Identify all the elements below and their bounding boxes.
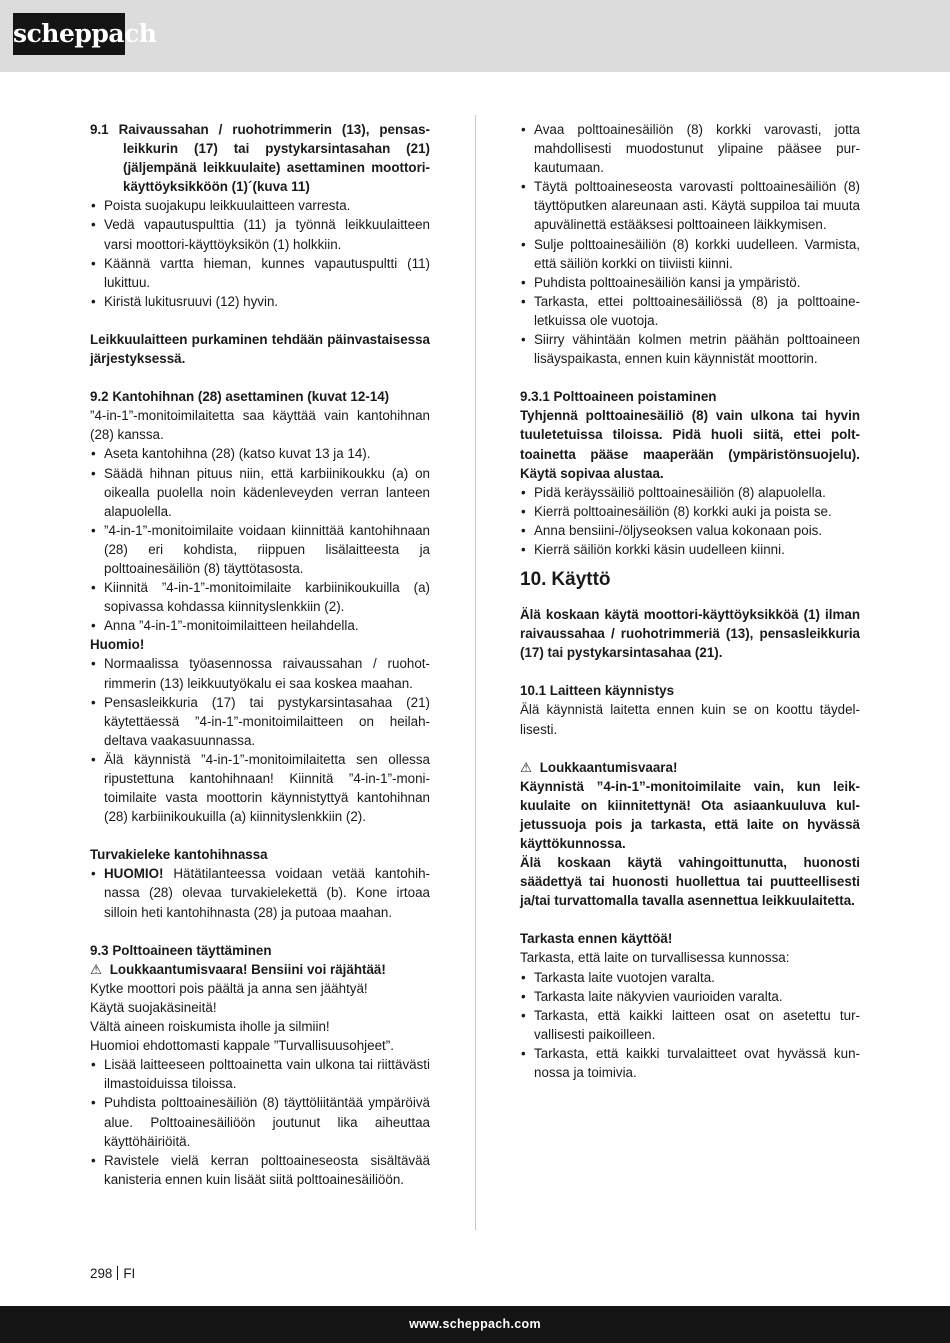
list-item: • Käännä vartta hieman, kunnes vapautuspultti (11) lukittuu. — [90, 254, 430, 292]
warning-triangle-icon: ⚠ — [520, 759, 533, 775]
disassembly-note: Leikkuulaitteen purkaminen tehdään päinvastaisessa järjestyksessä. — [90, 331, 430, 367]
website-link[interactable]: www.scheppach.com — [409, 1317, 541, 1331]
list-item: • Anna bensiini-/öljyseoksen valua kokonaan pois. — [520, 521, 860, 540]
right-column — [520, 120, 860, 1082]
list-item: • Pensasleikkuria (17) tai pystykarsintasahaa (21) käytettäessä ”4-in-1”-monitoimilaitteen on heilahdeltava vaakasuunnassa. — [90, 693, 430, 750]
list-item: • Normaalissa työasennossa raivaussahan / ruohotrimmerin (13) leikkuutyökalu ei saa koskea maahan. — [90, 654, 430, 692]
section-9-1-list — [90, 196, 430, 311]
list-item: • Tarkasta laite näkyvien vaurioiden varalta. — [520, 987, 860, 1006]
list-item: • Avaa polttoainesäiliön (8) korkki varovasti, jotta mahdollisesti muodostunut ylipaine pääsee purkautumaan. — [520, 120, 860, 177]
list-item — [90, 864, 430, 921]
page-header — [0, 0, 950, 72]
list-item: • Täytä polttoaineseosta varovasti polttoainesäiliön (8) täyttöputken alareunaan asti. Käytä suppiloa tai muuta apuvälinettä estääksesi polttoaineen läikkymisen. — [520, 177, 860, 234]
list-item: • Lisää laitteeseen polttoainetta vain ulkona tai riittävästi ilmastoiduissa tiloissa. — [90, 1055, 430, 1093]
pre-use-check-intro: Tarkasta, että laite on turvallisessa kunnossa: — [520, 950, 790, 966]
instruction-line: Käytä suojakäsineitä! — [90, 999, 217, 1015]
section-9-2-heading: 9.2 Kantohihnan (28) asettaminen (kuvat 12-14) — [90, 389, 390, 405]
list-item: • Puhdista polttoainesäiliön kansi ja ympäristö. — [520, 273, 860, 292]
fuel-warning — [90, 960, 430, 979]
injury-warning-title: Loukkaantumisvaara! — [536, 759, 678, 775]
list-item: • Tarkasta, että kaikki laitteen osat on asetettu turvallisesti paikoilleen. — [520, 1006, 860, 1044]
safety-tab-list — [90, 864, 430, 921]
section-9-3-1-heading: 9.3.1 Polttoaineen poistaminen — [520, 389, 717, 405]
list-item: • Älä käynnistä ”4-in-1”-monitoimilaitetta sen ollessa ripustettuna kantohihnaan! Kiinnitä ”4-in-1”-monitoimilaite vasta moottorin käynnistyttyä kantohihnan (28) karbiinikoukuilla (a) kiinnityslenkkiin (2). — [90, 750, 430, 826]
warning-triangle-icon: ⚠ — [90, 961, 103, 977]
list-item: • Vedä vapautuspulttia (11) ja työnnä leikkuulaitteen varsi moottori-käyttöyksikön (1) holkkiin. — [90, 215, 430, 253]
chapter-10-warning: Älä koskaan käytä moottori-käyttöyksikköä (1) ilman raivaussahaa / ruohotrimmeriä (13), pensasleikkuria (17) tai pystykarsintasahaa (21). — [520, 607, 860, 661]
list-item: • Puhdista polttoainesäiliön (8) täyttöliitäntää ympäröivä alue. Polttoainesäiliöön joutunut lika aiheuttaa käyttöhäiriöitä. — [90, 1093, 430, 1150]
section-9-2-intro: ”4-in-1”-monitoimilaitetta saa käyttää vain kantohihnan (28) kanssa. — [90, 408, 430, 443]
fuel-removal-list — [520, 483, 860, 559]
injury-warning-heading — [520, 758, 860, 777]
injury-warning-paragraph: Älä koskaan käytä vahingoittunutta, huonosti säädettyä tai huonosti huollettua tai puutteellisesti ja/tai turvattomalla tavalla asennettua leikkuulaitetta. — [520, 855, 860, 909]
list-item: • Siirry vähintään kolmen metrin päähän polttoaineen lisäyspaikasta, ennen kuin käynnistät moottorin. — [520, 330, 860, 368]
instruction-line: Kytke moottori pois päältä ja anna sen jäähtyä! — [90, 980, 368, 996]
section-9-3-list — [90, 1055, 430, 1189]
list-item: • Kierrä polttoainesäiliön (8) korkki auki ja poista se. — [520, 502, 860, 521]
section-9-3-heading: 9.3 Polttoaineen täyttäminen — [90, 942, 272, 958]
section-9-2-list — [90, 444, 430, 635]
injury-warning-paragraph: Käynnistä ”4-in-1”-monitoimilaite vain, kun leikkuulaite on kiinnitettynä! Ota asiaankuuluva kuljetussuoja pois ja tarkasta, että laite on hyvässä käyttökunnossa. — [520, 778, 860, 851]
instruction-line: Huomioi ehdottomasti kappale ”Turvallisuusohjeet”. — [90, 1038, 394, 1054]
list-item: • Säädä hihnan pituus niin, että karbiinikoukku (a) on oikealla puolella noin kädenleveyden verran lanteen alapuolella. — [90, 464, 430, 521]
huomio-label: Huomio! — [90, 637, 145, 653]
pre-use-check-list — [520, 968, 860, 1083]
instruction-line: Vältä aineen roiskumista iholle ja silmiin! — [90, 1019, 330, 1035]
huomio-list — [90, 654, 430, 826]
huomio-bold: HUOMIO! — [104, 866, 164, 882]
safety-tab-heading: Turvakieleke kantohihnassa — [90, 847, 268, 863]
list-item: • Sulje polttoainesäiliön (8) korkki uudelleen. Varmista, että säiliön korkki on tiiviisti kiinni. — [520, 235, 860, 273]
section-9-1-heading: 9.1 Raivaussahan / ruohotrimmerin (13), pensasleikkurin (17) tai pystykarsintasahan (21) (jäljempänä leikkuulaite) asettaminen moottori-käyttöyksikköön (1)´(kuva 11) — [90, 122, 430, 195]
list-item: • Kiinnitä ”4-in-1”-monitoimilaite karbiinikoukuilla (a) sopivassa kohdassa kiinnityslenkkiin (2). — [90, 578, 430, 616]
language-code: FI — [123, 1266, 136, 1281]
section-10-1-heading: 10.1 Laitteen käynnistys — [520, 683, 675, 699]
list-item: • Tarkasta, että kaikki turvalaitteet ovat hyvässä kunnossa ja toimivia. — [520, 1044, 860, 1082]
page-footer-number — [90, 1264, 135, 1283]
list-item: • Kierrä säiliön korkki käsin uudelleen kiinni. — [520, 540, 860, 559]
section-10-1-text: Älä käynnistä laitetta ennen kuin se on koottu täydellisesti. — [520, 702, 860, 737]
pre-use-check-heading: Tarkasta ennen käyttöä! — [520, 931, 673, 947]
list-item: • Tarkasta, ettei polttoainesäiliössä (8) ja polttoaineletkuissa ole vuotoja. — [520, 292, 860, 330]
list-item: • Anna ”4-in-1”-monitoimilaitteen heilahdella. — [90, 616, 430, 635]
list-item: • Tarkasta laite vuotojen varalta. — [520, 968, 860, 987]
list-item: • Aseta kantohihna (28) (katso kuvat 13 ja 14). — [90, 444, 430, 463]
chapter-title: Käyttö — [551, 569, 611, 591]
page-number: 298 — [90, 1266, 113, 1281]
list-item: • Pidä keräyssäiliö polttoainesäiliön (8) alapuolella. — [520, 483, 860, 502]
page-footer-bar — [0, 1306, 950, 1343]
list-item: • Poista suojakupu leikkuulaitteen varresta. — [90, 196, 430, 215]
fuel-warning-text: Loukkaantumisvaara! Bensiini voi räjähtää! — [106, 961, 386, 977]
fuel-removal-note: Tyhjennä polttoainesäiliö (8) vain ulkona tai hyvin tuuletetuissa tiloissa. Pidä huoli siitä, ettei polttoainetta pääse maaperään (ympäristönsuojelu). Käytä sopivaa alustaa. — [520, 408, 860, 481]
chapter-10-heading — [520, 568, 860, 592]
chapter-number: 10. — [520, 569, 547, 591]
column-divider — [475, 115, 476, 1230]
list-item: • Kiristä lukitusruuvi (12) hyvin. — [90, 292, 430, 311]
footer-separator — [117, 1266, 118, 1280]
huomio-text: Hätätilanteessa voidaan vetää kantohihnassa (28) olevaa turvakielekettä (b). Kone irtoaa silloin heti kantohihnasta (28) ja putoaa maahan. — [104, 866, 430, 920]
brand-logo: scheppach — [13, 13, 125, 55]
left-column — [90, 120, 430, 1189]
list-item: • ”4-in-1”-monitoimilaite voidaan kiinnittää kantohihnaan (28) eri kohdista, riippuen lisälaitteesta ja polttoainesäiliön (8) täyttötasosta. — [90, 521, 430, 578]
fueling-steps-list — [520, 120, 860, 368]
list-item: • Ravistele vielä kerran polttoaineseosta sisältävää kanisteria ennen kuin lisäät siitä polttoainesäiliöön. — [90, 1151, 430, 1189]
